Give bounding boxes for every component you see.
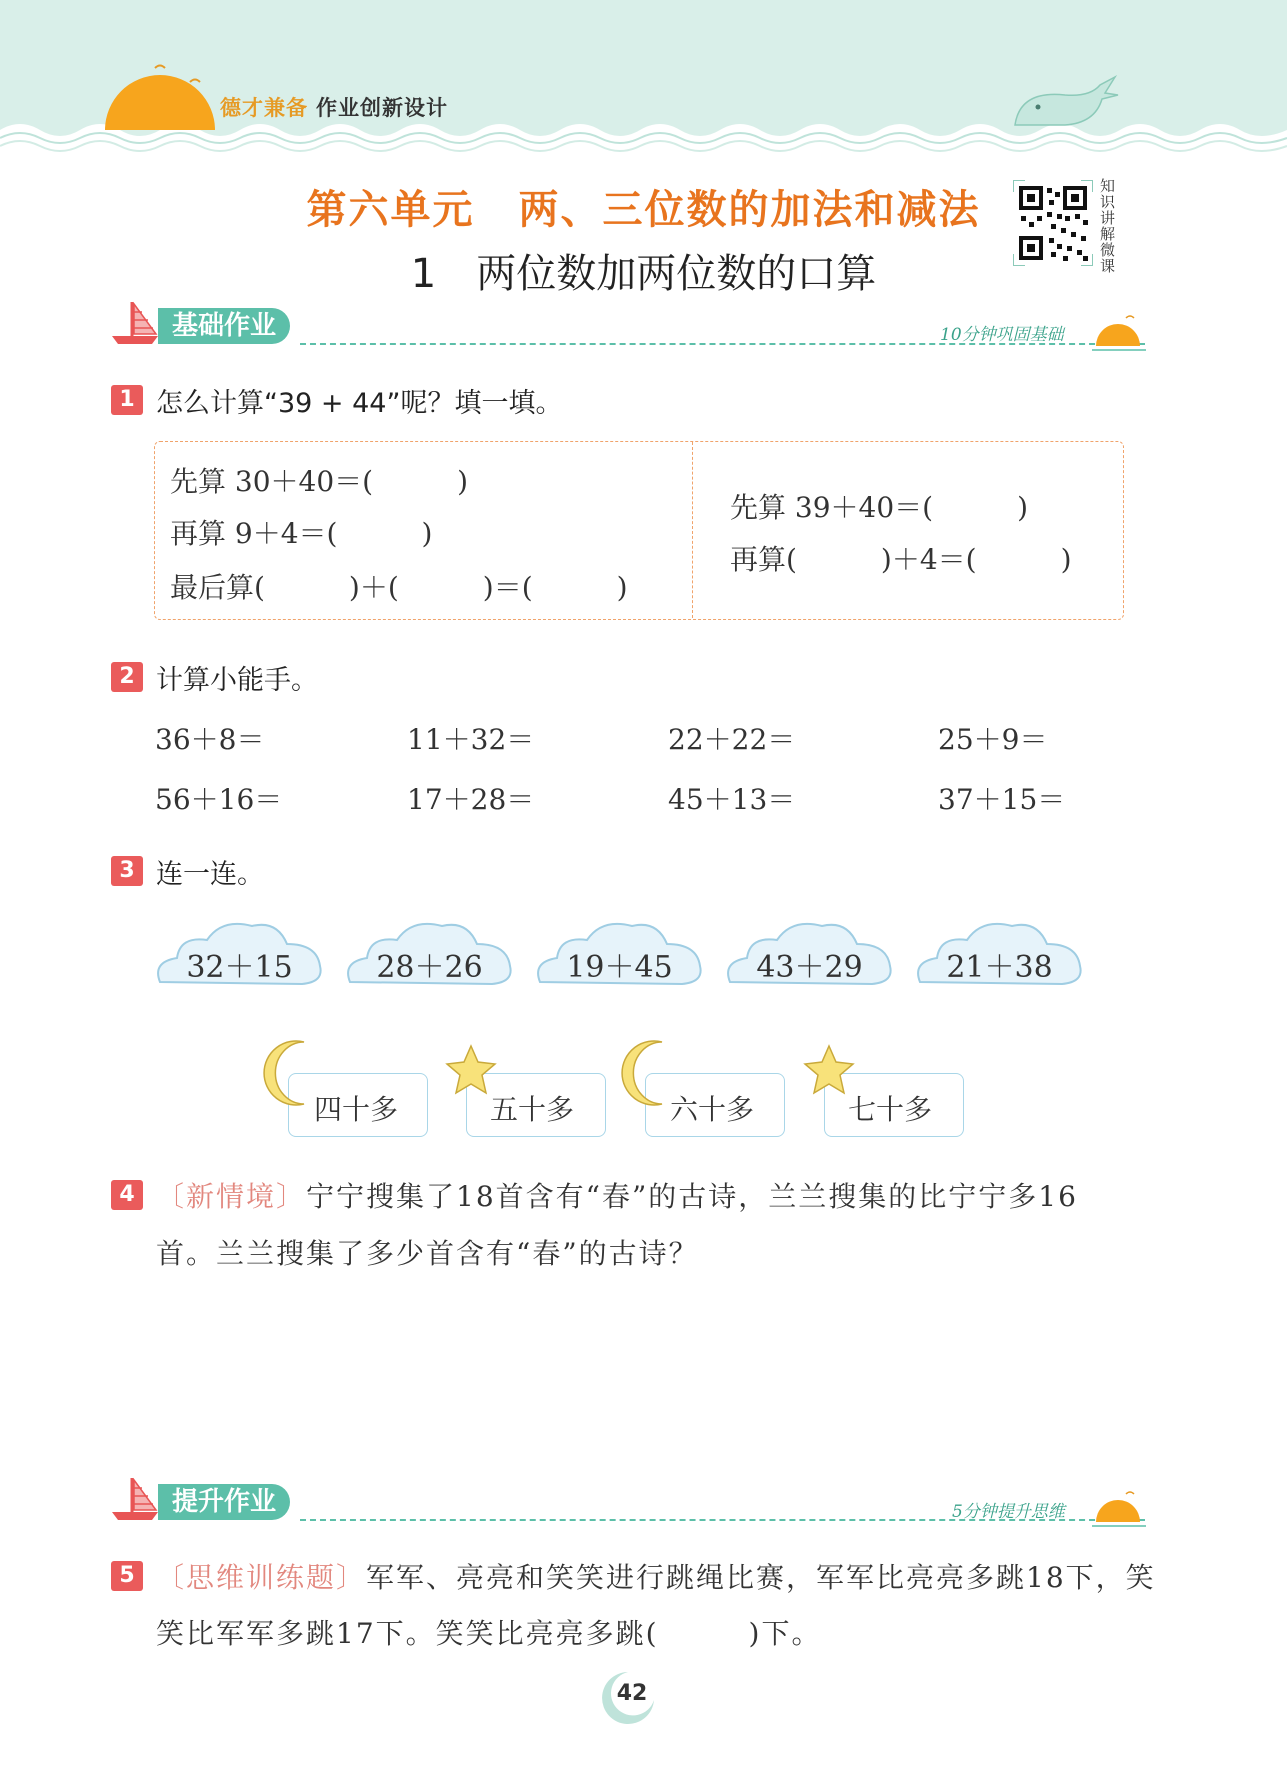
- q1-box-divider: [692, 442, 693, 618]
- card-4-text: 七十多: [848, 1093, 933, 1126]
- cloud-5-text: 21＋38: [946, 950, 1053, 985]
- whale-icon: [1010, 75, 1120, 130]
- q5-line-2[interactable]: 笑比军军多跳17下。笑笑比亮亮多跳( )下。: [156, 1617, 822, 1650]
- moon-icon: [620, 1036, 680, 1110]
- q2-number-badge: 2: [111, 662, 143, 692]
- q1-number-badge: 1: [111, 385, 143, 415]
- sunset-icon: [1090, 1486, 1150, 1531]
- q2-text: 计算小能手。: [156, 665, 318, 696]
- q2-expression[interactable]: 45＋13＝: [668, 783, 796, 816]
- section-advanced-note: 5分钟提升思维: [952, 1502, 1065, 1522]
- section-basic-label: 基础作业: [158, 308, 290, 344]
- q1-left-line-2[interactable]: 再算 9＋4＝( ): [170, 517, 433, 550]
- card-1-text: 四十多: [314, 1093, 399, 1126]
- brand: [220, 92, 448, 122]
- q4-line-2: 首。兰兰搜集了多少首含有“春”的古诗？: [156, 1237, 699, 1270]
- q4-tag: 〔新情境〕: [156, 1180, 307, 1213]
- section-advanced-label: 提升作业: [158, 1484, 290, 1520]
- q2-expression[interactable]: 36＋8＝: [155, 723, 265, 756]
- unit-number: 第六单元: [306, 187, 475, 233]
- q4-line-1-text: 宁宁搜集了18首含有“春”的古诗，兰兰搜集的比宁宁多16: [306, 1180, 1078, 1213]
- moon-icon: [262, 1036, 322, 1110]
- q2-expression[interactable]: 11＋32＝: [407, 723, 535, 756]
- brand-accent: 德才兼备: [220, 96, 308, 120]
- unit-topic: 两、三位数的加法和减法: [518, 187, 981, 233]
- q2-expression[interactable]: 22＋22＝: [668, 723, 796, 756]
- star-icon: [801, 1043, 857, 1097]
- cloud-3-text: 19＋45: [566, 950, 673, 985]
- q5-line-1: [156, 1556, 1156, 1596]
- lesson-title: [0, 242, 1287, 299]
- q2-expression[interactable]: 37＋15＝: [938, 783, 1066, 816]
- q3-number-badge: 3: [111, 856, 143, 886]
- sailboat-icon: [110, 1476, 160, 1522]
- q1-text: 怎么计算“39 + 44”呢？填一填。: [156, 388, 563, 419]
- brand-text: 作业创新设计: [316, 96, 448, 120]
- q2-expression[interactable]: 25＋9＝: [938, 723, 1048, 756]
- lesson-number: 1: [410, 251, 437, 297]
- q5-line-1-text: 军军、亮亮和笑笑进行跳绳比赛，军军比亮亮多跳18下，笑: [366, 1561, 1156, 1594]
- qr-code-icon[interactable]: [1013, 180, 1093, 266]
- q5-number-badge: 5: [111, 1561, 143, 1591]
- q1-right-line-2[interactable]: 再算( )＋4＝( ): [730, 543, 1072, 576]
- star-icon: [443, 1043, 499, 1097]
- lesson-name: 两位数加两位数的口算: [476, 251, 877, 297]
- q4-answer-area[interactable]: [156, 1290, 1116, 1440]
- q2-expression[interactable]: 17＋28＝: [407, 783, 535, 816]
- cloud-1-text: 32＋15: [186, 950, 293, 985]
- q2-expression[interactable]: 56＋16＝: [155, 783, 283, 816]
- sailboat-icon: [110, 300, 160, 346]
- section-basic-note: 10分钟巩固基础: [940, 325, 1064, 345]
- cloud-4-text: 43＋29: [756, 950, 863, 985]
- page-number: 42: [616, 1681, 648, 1706]
- qr-label: 知识讲解微课: [1100, 177, 1116, 275]
- card-3-text: 六十多: [670, 1093, 755, 1126]
- sunset-icon: [1090, 310, 1150, 355]
- q4-number-badge: 4: [111, 1180, 143, 1210]
- card-2-text: 五十多: [490, 1093, 575, 1126]
- q1-right-line-1[interactable]: 先算 39＋40＝( ): [730, 491, 1029, 524]
- q5-tag: 〔思维训练题〕: [156, 1561, 367, 1594]
- unit-title: [0, 178, 1287, 235]
- sun-icon: [100, 58, 220, 130]
- q1-left-line-3[interactable]: 最后算( )＋( )＝( ): [170, 571, 628, 604]
- q1-left-line-1[interactable]: 先算 30＋40＝( ): [170, 465, 469, 498]
- q4-line-1: [156, 1175, 1078, 1215]
- cloud-2-text: 28＋26: [376, 950, 483, 985]
- q3-text: 连一连。: [156, 859, 264, 890]
